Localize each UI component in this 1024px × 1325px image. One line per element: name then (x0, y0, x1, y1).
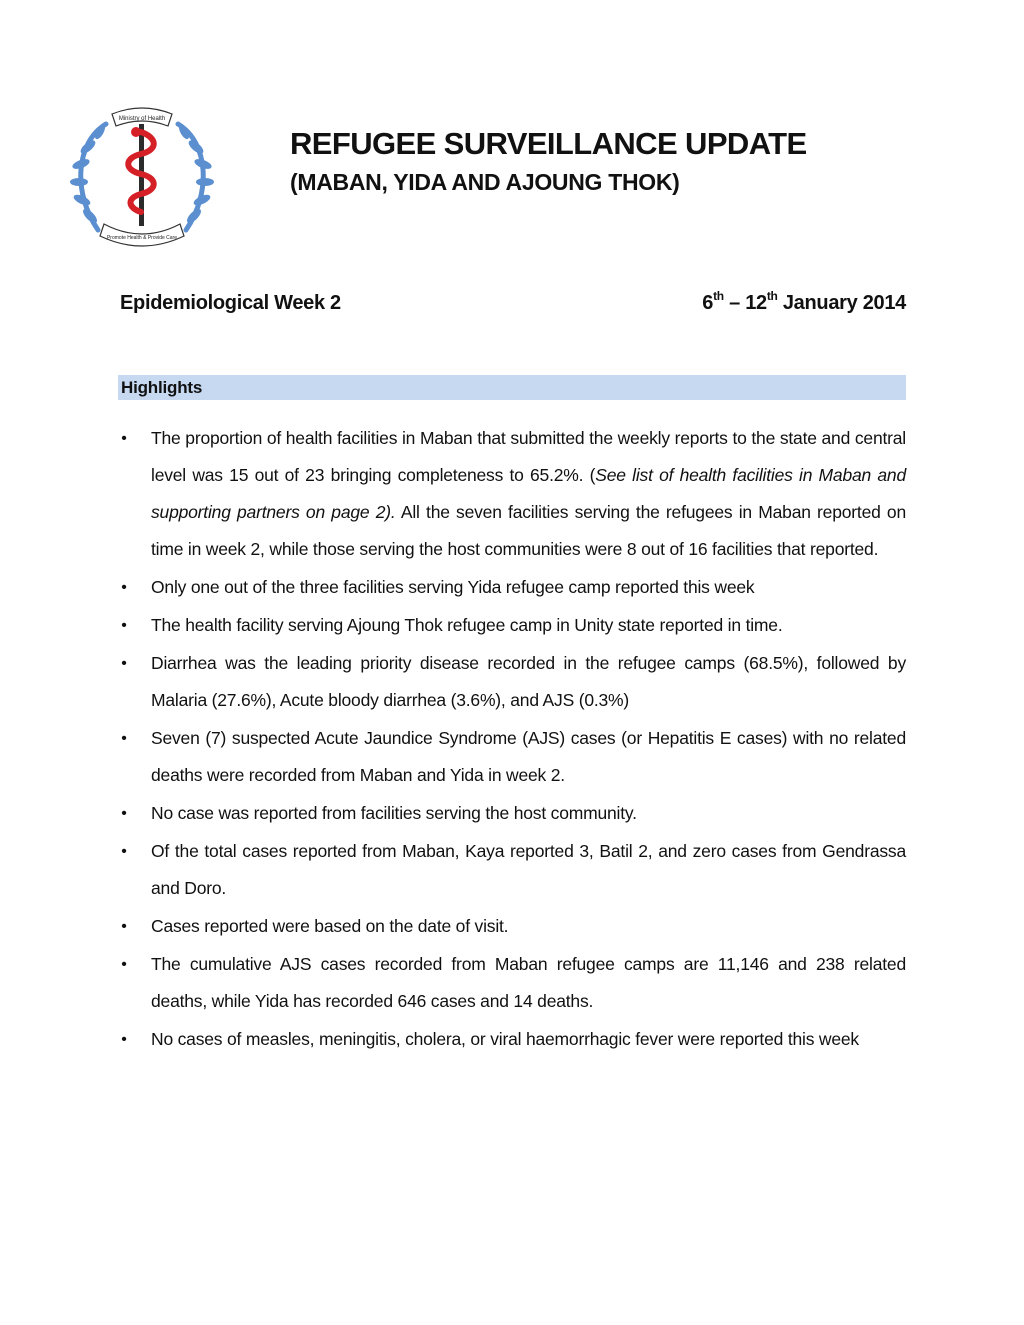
item1-text-italic: See list of health facilities in Maban and supporting partners on page 2). (151, 465, 907, 522)
item2-text: Only one out of the three facilities serving Yida refugee camp reported this week (151, 577, 755, 597)
date-range (702, 289, 906, 315)
date-tail: January 2014 (777, 292, 906, 314)
list-item (118, 420, 906, 568)
date-end-suffix: th (766, 289, 778, 303)
item3-text: The health facility serving Ajoung Thok refugee camp in Unity state reported in time. (151, 615, 783, 635)
date-start: 6 (702, 292, 714, 314)
bullet-glyph: • (121, 579, 127, 596)
list-item (118, 795, 906, 832)
bullet-glyph: • (121, 805, 127, 822)
ministry-emblem-icon (68, 102, 216, 254)
bullet-glyph: • (121, 1031, 127, 1048)
epi-week-label: Epidemiological Week 2 (120, 292, 341, 314)
list-item (118, 946, 906, 1020)
list-item (118, 645, 906, 719)
title-block (290, 124, 990, 200)
date-dash: – (723, 292, 746, 314)
highlights-list (118, 420, 906, 1059)
page-subtitle: (MABAN, YIDA AND AJOUNG THOK) (290, 169, 680, 195)
list-item (118, 1021, 906, 1058)
svg-text:Ministry of Health: Ministry of Health (118, 116, 166, 122)
bullet-glyph: • (121, 655, 127, 672)
date-start-suffix: th (713, 289, 724, 303)
bullet-glyph: • (121, 617, 127, 634)
bullet-glyph: • (121, 430, 127, 447)
bullet-glyph: • (121, 730, 127, 747)
item9-text: The cumulative AJS cases recorded from Maban refugee camps are 11,146 and 238 related deaths, while Yida has recorded 646 cases and 14 deaths. (151, 954, 906, 1011)
date-end: 12 (745, 292, 767, 314)
list-item (118, 720, 906, 794)
list-item (118, 908, 906, 945)
item1-text-a: The proportion of health facilities in Maban that submitted the weekly reports to the state and central level was 15 out of 23 bringing completeness to 65.2%. ( (151, 428, 906, 485)
page-title: REFUGEE SURVEILLANCE UPDATE (290, 126, 807, 161)
svg-text:Promote Health & Provide Care: Promote Health & Provide Care (106, 235, 178, 241)
bullet-glyph: • (121, 918, 127, 935)
item5-text: Seven (7) suspected Acute Jaundice Syndrome (AJS) cases (or Hepatitis E cases) with no related deaths were recorded from Maban and Yida in week 2. (151, 728, 906, 785)
item4-text: Diarrhea was the leading priority disease recorded in the refugee camps (68.5%), followed by Malaria (27.6%), Acute bloody diarrhea (3.6%), and AJS (0.3%) (151, 653, 906, 710)
item8-text: Cases reported were based on the date of visit. (151, 916, 509, 936)
item6-text: No case was reported from facilities serving the host community. (151, 803, 637, 823)
item1-text-b: All the seven facilities serving the refugees in Maban reported on time in week 2, while those serving the host communities were 8 out of 16 facilities that reported. (151, 502, 906, 559)
list-item (118, 569, 906, 606)
week-date-row (120, 289, 906, 315)
list-item (118, 833, 906, 907)
item7-text: Of the total cases reported from Maban, Kaya reported 3, Batil 2, and zero cases from Gendrassa and Doro. (151, 841, 906, 898)
list-item (118, 607, 906, 644)
bullet-glyph: • (121, 956, 127, 973)
ministry-of-health-logo (68, 102, 216, 254)
highlights-heading: Highlights (118, 375, 906, 400)
item10-text: No cases of measles, meningitis, cholera, or viral haemorrhagic fever were reported this week (151, 1029, 859, 1049)
bullet-glyph: • (121, 843, 127, 860)
